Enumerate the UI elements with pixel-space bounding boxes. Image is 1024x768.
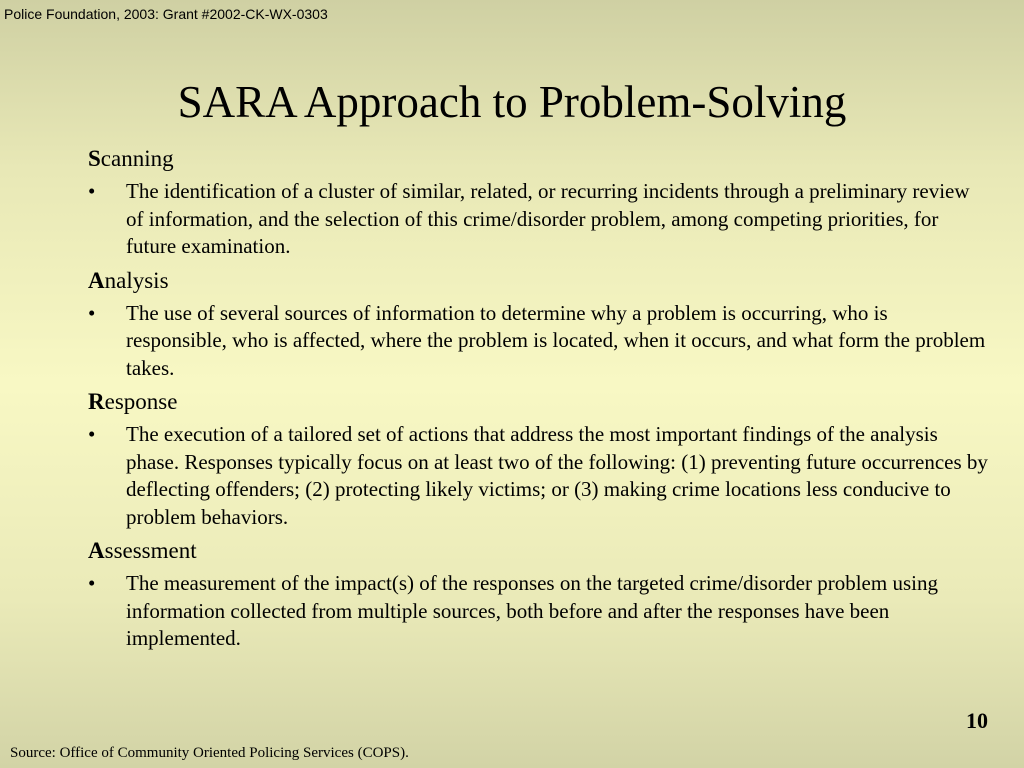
section-assessment xyxy=(88,535,988,653)
section-heading-rest: ssessment xyxy=(104,538,197,563)
section-heading-assessment xyxy=(88,535,988,567)
section-heading-rest: nalysis xyxy=(104,267,169,293)
section-analysis xyxy=(88,265,988,383)
slide-title: SARA Approach to Problem-Solving xyxy=(177,77,847,127)
section-heading-response xyxy=(88,386,988,418)
bullet-icon: • xyxy=(88,179,96,203)
bullet-text: The execution of a tailored set of actions that address the most important findings of the analysis phase. Responses typically focus on at least two of the following: (1) preventing future occurrences by deflecting offenders; (2) protecting likely victims; or (3) making crime locations less conducive to problem behaviors. xyxy=(126,422,988,529)
bullet-text: The measurement of the impact(s) of the responses on the targeted crime/disorder problem using information collected from multiple sources, both before and after the responses have been implemented. xyxy=(126,571,938,650)
section-heading-rest: esponse xyxy=(104,389,178,414)
bullet-text: The identification of a cluster of similar, related, or recurring incidents through a preliminary review of information, and the selection of this crime/disorder problem, among competing priorities, for future examination. xyxy=(126,179,970,258)
bullet-text: The use of several sources of information to determine why a problem is occurring, who is responsible, who is affected, where the problem is located, when it occurs, and what form the problem takes. xyxy=(126,300,986,380)
slide-content xyxy=(88,140,988,657)
bullet-item xyxy=(88,570,988,653)
bullet-item xyxy=(88,421,988,531)
bullet-item xyxy=(88,178,988,261)
section-heading-analysis xyxy=(88,265,988,297)
section-heading-scanning xyxy=(88,143,988,175)
section-initial: S xyxy=(88,146,101,171)
source-citation: Source: Office of Community Oriented Policing Services (COPS). xyxy=(10,745,409,761)
bullet-icon: • xyxy=(88,422,96,446)
header-credit: Police Foundation, 2003: Grant #2002-CK-WX-0303 xyxy=(4,6,328,22)
section-initial: A xyxy=(88,267,105,293)
bullet-icon: • xyxy=(88,571,96,595)
section-initial: R xyxy=(88,389,105,414)
section-initial: A xyxy=(88,538,105,563)
bullet-item xyxy=(88,300,988,383)
section-response xyxy=(88,386,988,531)
page-number: 10 xyxy=(966,708,988,733)
section-heading-rest: canning xyxy=(100,146,174,171)
section-scanning xyxy=(88,143,988,261)
bullet-icon: • xyxy=(88,300,96,325)
